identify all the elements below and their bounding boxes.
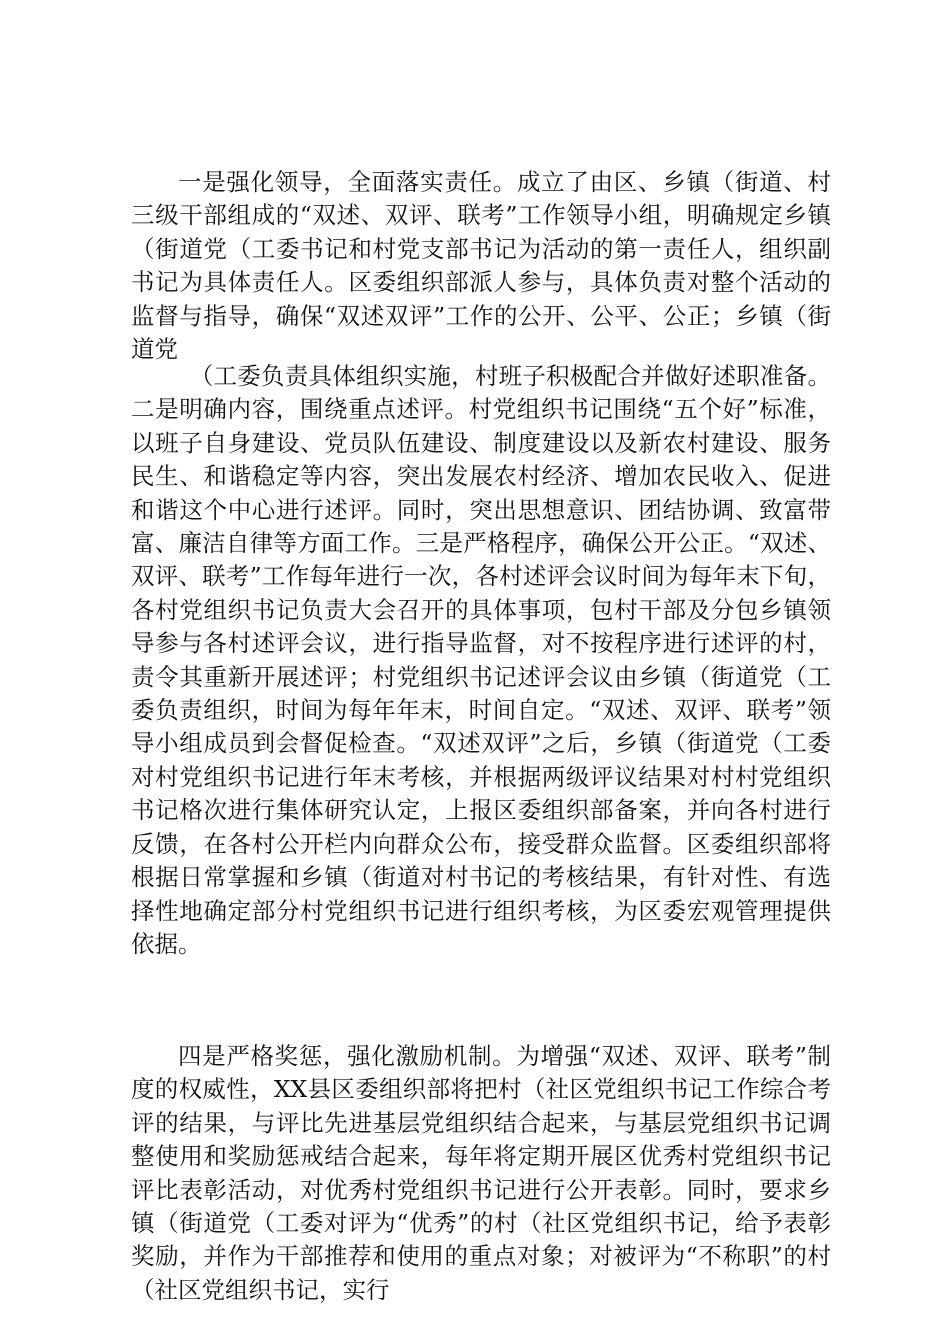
paragraph-1-block xyxy=(131,166,831,366)
paragraph-3-block xyxy=(131,1040,831,1307)
paragraph-1: 一是强化领导，全面落实责任。成立了由区、乡镇（街道、村三级干部组成的“双述、双评、联考”工作领导小组，明确规定乡镇（街道党（工委书记和村党支部书记为活动的第一责任人，组织副书记为具体责任人。区委组织部派人参与，具体负责对整个活动的监督与指导，确保“双述双评”工作的公开、公平、公正；乡镇（街道党 xyxy=(131,168,831,364)
paragraph-2: （工委负责具体组织实施，村班子积极配合并做好述职准备。二是明确内容，围绕重点述评。村党组织书记围绕“五个好”标准，以班子自身建设、党员队伍建设、制度建设以及新农村建设、服务民生、和谐稳定等内容，突出发展农村经济、增加农民收入、促进和谐这个中心进行述评。同时，突出思想意识、团结协调、致富带富、廉洁自律等方面工作。三是严格程序，确保公开公正。“双述、双评、联考”工作每年进行一次，各村述评会议时间为每年末下旬，各村党组织书记负责大会召开的具体事项，包村干部及分包乡镇领导参与各村述评会议，进行指导监督，对不按程序进行述评的村，责令其重新开展述评；村党组织书记述评会议由乡镇（街道党（工委负责组织，时间为每年年末，时间自定。“双述、双评、联考”领导小组成员到会督促检查。“双述双评”之后，乡镇（街道党（工委对村党组织书记进行年末考核，并根据两级评议结果对村村党组织书记格次进行集体研究认定，上报区委组织部备案，并向各村进行反馈，在各村公开栏内向群众公布，接受群众监督。区委组织部将根据日常掌握和乡镇（街道对村书记的考核结果，有针对性、有选择性地确定部分村党组织书记进行组织考核，为区委宏观管理提供依据。 xyxy=(131,362,831,958)
paragraph-3: 四是严格奖惩，强化激励机制。为增强“双述、双评、联考”制度的权威性，XX县区委组织部将把村（社区党组织书记工作综合考评的结果，与评比先进基层党组织结合起来，与基层党组织书记调整使用和奖励惩戒结合起来，每年将定期开展区优秀村党组织书记评比表彰活动，对优秀村党组织书记进行公开表彰。同时，要求乡镇（街道党（工委对评为“优秀”的村（社区党组织书记，给予表彰奖励，并作为干部推荐和使用的重点对象；对被评为“不称职”的村（社区党组织书记，实行 xyxy=(131,1042,831,1304)
paragraph-2-block xyxy=(131,360,831,961)
